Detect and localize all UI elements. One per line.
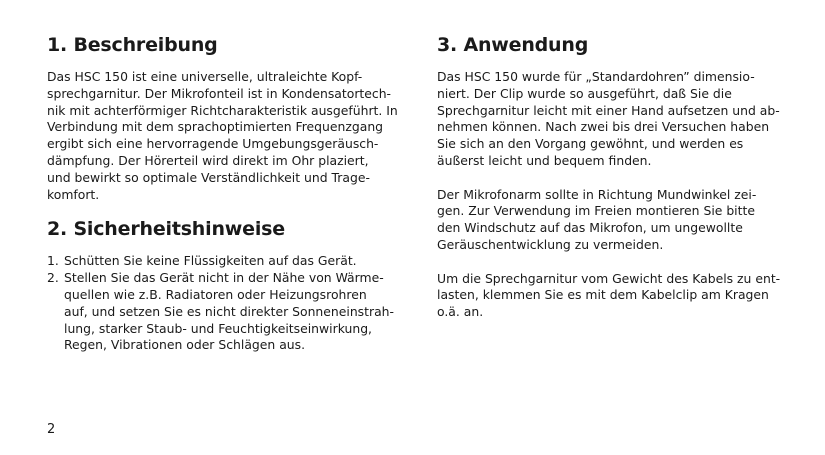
text-line: und bewirkt so optimale Verständlichkeit und Trage- — [47, 169, 370, 185]
list-item — [47, 253, 407, 270]
section-title-sicherheitshinweise: 2. Sicherheitshinweise — [47, 218, 285, 241]
text-line: Schütten Sie keine Flüssigkeiten auf das Gerät. — [64, 253, 357, 269]
text-line: niert. Der Clip wurde so ausgeführt, daß Sie die — [437, 85, 732, 101]
text-line: Regen, Vibrationen oder Schlägen aus. — [64, 337, 306, 353]
beschreibung-paragraph — [47, 69, 407, 203]
text-line: auf, und setzen Sie es nicht direkter Sonneneinstrah- — [64, 303, 395, 319]
text-line: Geräuschentwicklung zu vermeiden. — [437, 236, 664, 252]
text-line: Sprechgarnitur leicht mit einer Hand aufsetzen und ab- — [437, 102, 780, 118]
text-line: komfort. — [47, 186, 100, 202]
sicherheitshinweise-section — [47, 217, 407, 354]
anwendung-paragraph-1 — [437, 69, 787, 170]
text-line: quellen wie z.B. Radiatoren oder Heizungsrohren — [64, 286, 367, 302]
text-line: nehmen können. Nach zwei bis drei Versuchen haben — [437, 119, 770, 135]
left-column — [47, 33, 407, 354]
text-line: Der Mikrofonarm sollte in Richtung Mundwinkel zei- — [437, 186, 757, 202]
text-line: lasten, klemmen Sie es mit dem Kabelclip am Kragen — [437, 287, 769, 303]
text-line: o.ä. an. — [437, 304, 484, 320]
text-line: sprechgarnitur. Der Mikrofonteil ist in Kondensatortech- — [47, 85, 392, 101]
text-line: Um die Sprechgarnitur vom Gewicht des Kabels zu ent- — [437, 270, 781, 286]
anwendung-paragraph-2 — [437, 187, 787, 254]
page-number: 2 — [47, 422, 56, 437]
text-line: den Windschutz auf das Mikrofon, um ungewollte — [437, 220, 743, 236]
anwendung-paragraph-3 — [437, 271, 787, 321]
safety-list — [47, 253, 407, 354]
text-line: äußerst leicht und bequem finden. — [437, 152, 652, 168]
list-item-text — [64, 253, 407, 270]
text-line: dämpfung. Der Hörerteil wird direkt im Ohr plaziert, — [47, 152, 369, 168]
text-line: Sie sich an den Vorgang gewöhnt, und werden es — [437, 136, 744, 152]
right-column — [437, 33, 787, 321]
list-item-number: 1. — [47, 253, 59, 269]
text-line: gen. Zur Verwendung im Freien montieren Sie bitte — [437, 203, 755, 219]
section-title-anwendung: 3. Anwendung — [437, 34, 589, 56]
text-line: Verbindung mit dem sprachoptimierten Frequenzgang — [47, 119, 384, 135]
list-item-text — [64, 270, 407, 354]
section-title-beschreibung: 1. Beschreibung — [47, 34, 218, 56]
text-line: Stellen Sie das Gerät nicht in der Nähe von Wärme- — [64, 270, 384, 286]
list-item — [47, 270, 407, 354]
text-line: ergibt sich eine hervorragende Umgebungsgeräusch- — [47, 136, 379, 152]
text-line: Das HSC 150 wurde für „Standardohren” dimensio- — [437, 69, 755, 84]
text-line: nik mit achterförmiger Richtcharakteristik ausgeführt. In — [47, 102, 398, 118]
text-line: Das HSC 150 ist eine universelle, ultraleichte Kopf- — [47, 69, 363, 84]
list-item-number: 2. — [47, 270, 59, 286]
text-line: lung, starker Staub- und Feuchtigkeitseinwirkung, — [64, 320, 372, 336]
